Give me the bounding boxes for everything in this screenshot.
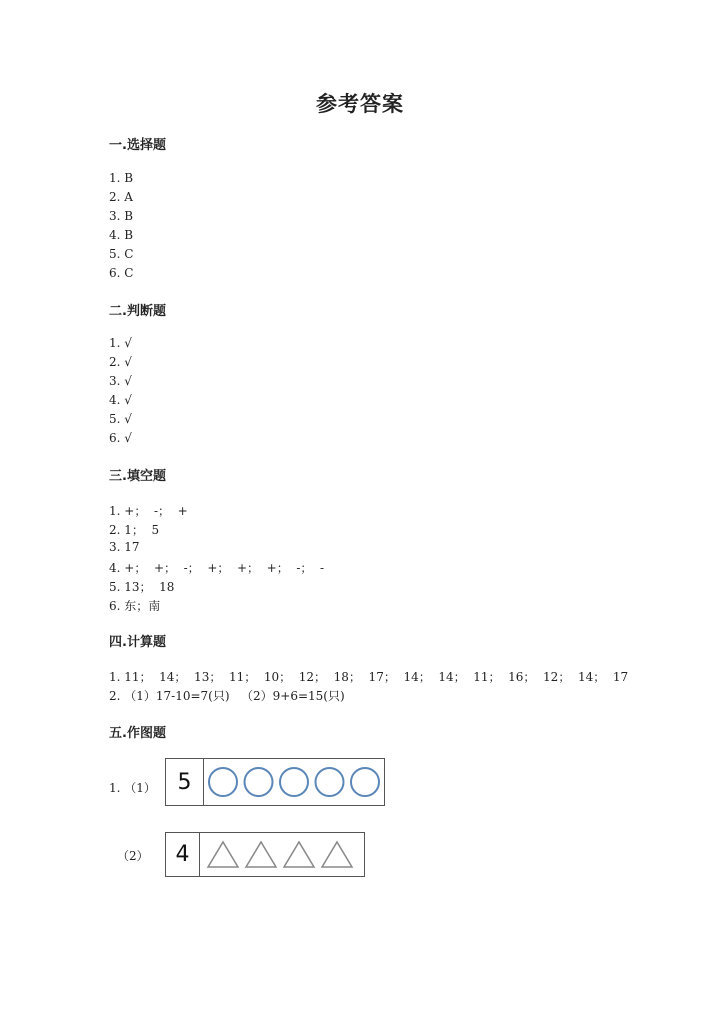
answer-line: 6. √ [109, 431, 132, 445]
answer-line: 5. 13； 18 [109, 580, 175, 594]
section-heading-drawing: 五.作图题 [109, 726, 166, 741]
answer-line: 4. +； +； -； +； +； +； -； - [109, 561, 325, 575]
answer-line: 3. 17 [109, 540, 140, 554]
answer-line: 2. （1）17-10=7(只) （2）9+6=15(只) [109, 689, 345, 703]
triangles-group [199, 833, 364, 876]
circle-shape [316, 768, 344, 796]
page-title: 参考答案 [316, 92, 404, 116]
section-heading-fill-blank: 三.填空题 [109, 469, 166, 484]
circle-answer-box [165, 758, 385, 806]
answer-line: 4. √ [109, 393, 132, 407]
circle-shape [280, 768, 308, 796]
question-label: （2） [117, 849, 149, 863]
answer-line: 5. √ [109, 412, 132, 426]
section-heading-judgement: 二.判断题 [109, 304, 166, 319]
answer-line: 5. C [109, 247, 134, 261]
triangle-shape [208, 842, 238, 867]
triangle-answer-box [165, 832, 365, 877]
triangle-shape [284, 842, 314, 867]
section-heading-calculation: 四.计算题 [109, 635, 166, 650]
answer-line: 2. √ [109, 355, 132, 369]
circles-group [203, 759, 384, 805]
answer-line: 2. A [109, 190, 133, 204]
circle-shape [245, 768, 273, 796]
circle-shape [351, 768, 379, 796]
answer-line: 1. +； -； + [109, 504, 188, 518]
question-label: 1. （1） [109, 781, 156, 795]
answer-line: 6. C [109, 266, 134, 280]
triangle-shape [322, 842, 352, 867]
answer-line: 4. B [109, 228, 134, 242]
answer-line: 1. √ [109, 336, 132, 350]
section-heading-choice: 一.选择题 [109, 138, 166, 153]
answer-line: 3. √ [109, 374, 132, 388]
answer-line: 3. B [109, 209, 134, 223]
answer-line: 1. B [109, 171, 134, 185]
number-cell: 5 [166, 759, 204, 805]
answer-line: 6. 东；南 [109, 599, 161, 613]
answer-line: 2. 1； 5 [109, 523, 160, 537]
circle-shape [209, 768, 237, 796]
answer-line: 1. 11； 14； 13； 11； 10； 12； 18； 17； 14； 14； 11； 16； 12； 14； 17 [109, 670, 629, 684]
triangle-shape [246, 842, 276, 867]
number-cell: 4 [166, 833, 200, 876]
